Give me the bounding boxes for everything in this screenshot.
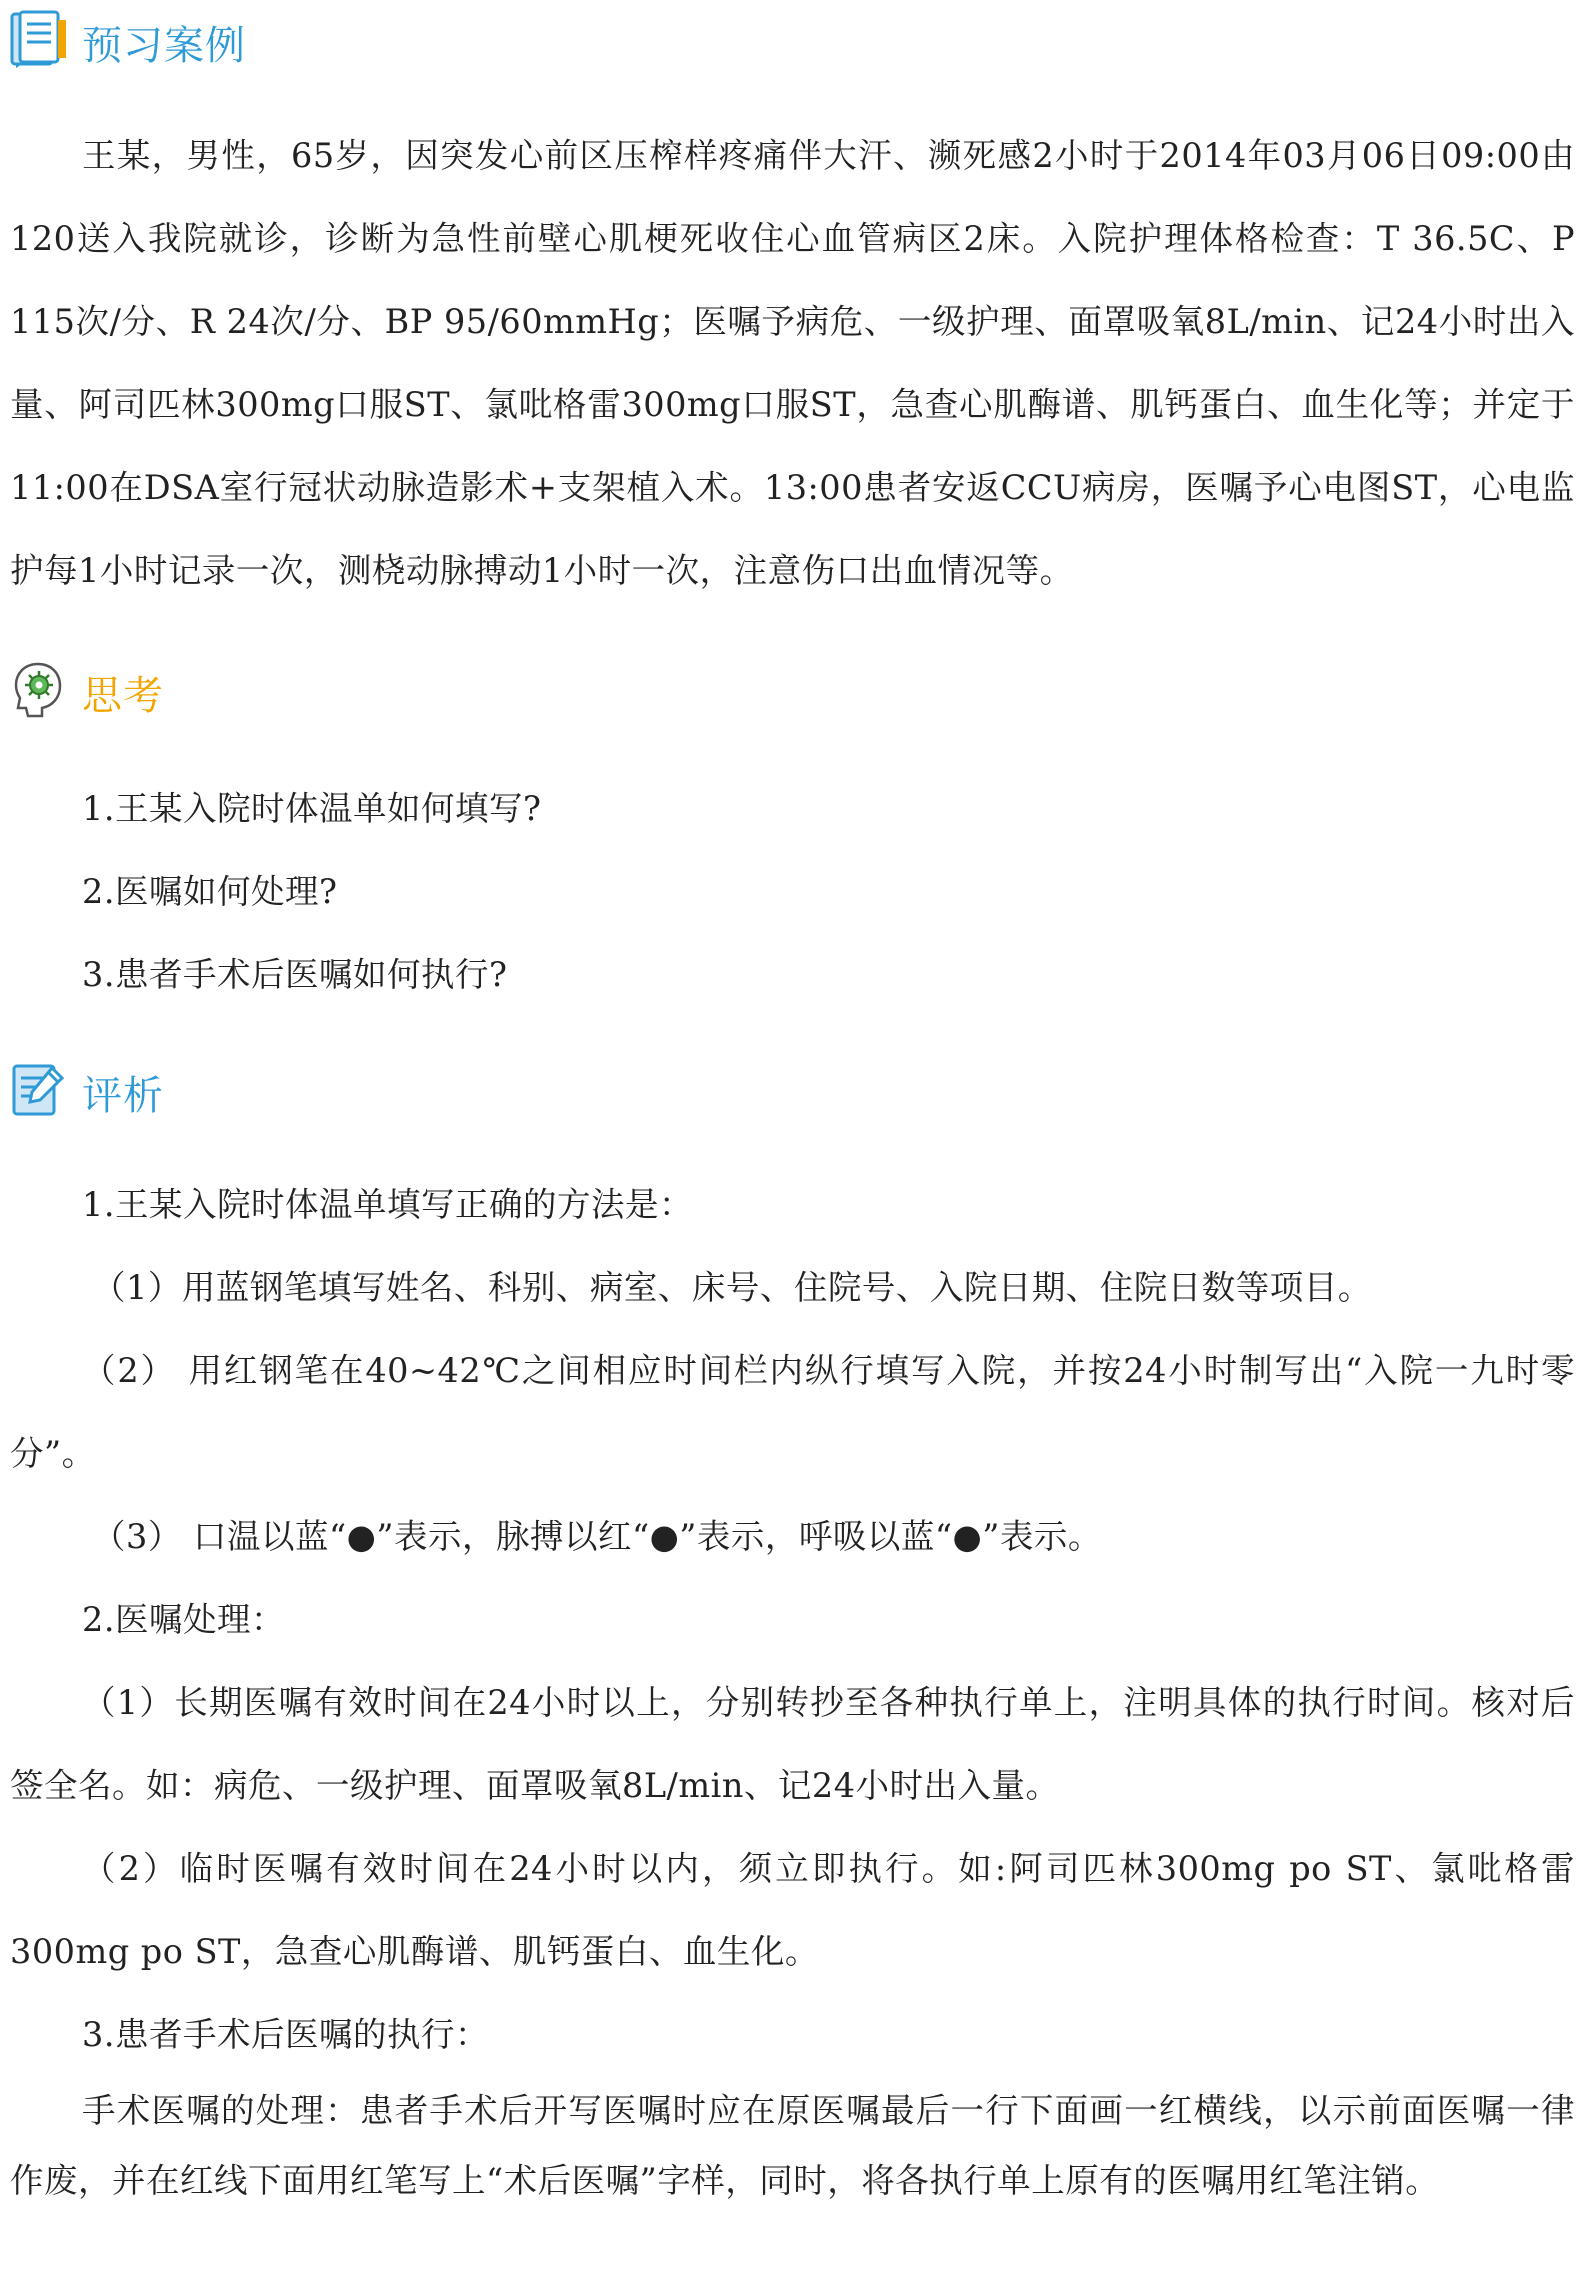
analysis-q1-item2: （2） 用红钢笔在40~42℃之间相应时间栏内纵行填写入院，并按24小时制写出“入院一九时零分”。 [10, 1351, 1575, 1473]
analysis-q1-heading: 1.王某入院时体温单填写正确的方法是： [82, 1185, 693, 1224]
question-3: 3.患者手术后医嘱如何执行? [82, 955, 508, 994]
case-description: 王某，男性，65岁，因突发心前区压榨样疼痛伴大汗、濒死感2小时于2014年03月06日09:00由120送入我院就诊，诊断为急性前壁心肌梗死收住心血管病区2床。入院护理体格检查：T 36.5C、P 115次/分、R 24次/分、BP 95/60mmHg；医嘱予病危、一级护理、面罩吸氧8L/min、记24小时出入量、阿司匹林300mg口服ST、氯吡格雷300mg口服ST，急查心肌酶谱、肌钙蛋白、血生化等；并定于11:00在DSA室行冠状动脉造影术+支架植入术。13:00患者安返CCU病房，医嘱予心电图ST，心电监护每1小时记录一次，测桡动脉搏动1小时一次，注意伤口出血情况等。 [10, 136, 1575, 590]
notepad-pencil-icon [8, 1058, 70, 1120]
section-heading-analysis [8, 1050, 164, 1120]
analysis-q3-body: 手术医嘱的处理：患者手术后开写医嘱时应在原医嘱最后一行下面画一红横线，以示前面医嘱一律作废，并在红线下面用红笔写上“术后医嘱”字样，同时，将各执行单上原有的医嘱用红笔注销。 [10, 2091, 1575, 2200]
analysis-q2-heading: 2.医嘱处理： [82, 1600, 285, 1639]
brain-idea-icon [8, 658, 70, 720]
analysis-q2-item1: （1）长期医嘱有效时间在24小时以上，分别转抄至各种执行单上，注明具体的执行时间。核对后签全名。如：病危、一级护理、面罩吸氧8L/min、记24小时出入量。 [10, 1683, 1575, 1805]
section-title-preview: 预习案例 [82, 23, 246, 69]
book-icon [8, 8, 70, 70]
analysis-q2-item2: （2）临时医嘱有效时间在24小时以内，须立即执行。如:阿司匹林300mg po ST、氯吡格雷300mg po ST，急查心肌酶谱、肌钙蛋白、血生化。 [10, 1849, 1575, 1971]
section-heading-think [8, 650, 164, 720]
analysis-q1-item1: （1）用蓝钢笔填写姓名、科别、病室、床号、住院号、入院日期、住院日数等项目。 [92, 1268, 1372, 1307]
section-heading-preview [8, 0, 246, 70]
section-title-think: 思考 [82, 673, 164, 719]
section-title-analysis: 评析 [82, 1073, 164, 1119]
analysis-q1-item3: （3） 口温以蓝“●”表示，脉搏以红“●”表示，呼吸以蓝“●”表示。 [92, 1517, 1102, 1556]
analysis-q3-heading: 3.患者手术后医嘱的执行： [82, 2015, 489, 2054]
question-1: 1.王某入院时体温单如何填写? [82, 789, 542, 828]
question-2: 2.医嘱如何处理? [82, 872, 338, 911]
